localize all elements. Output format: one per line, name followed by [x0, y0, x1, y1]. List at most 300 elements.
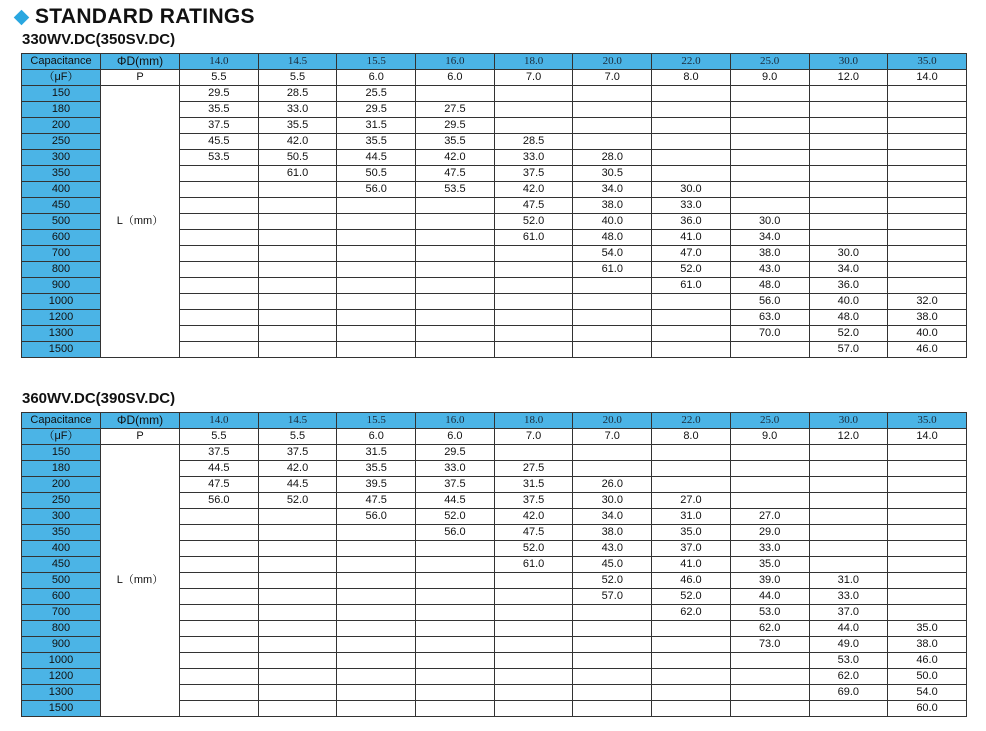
- capacitance-cell: 250: [22, 134, 101, 150]
- length-cell: [573, 102, 652, 118]
- length-cell: 50.5: [337, 166, 416, 182]
- length-cell: 41.0: [652, 230, 731, 246]
- pitch-cell: 6.0: [337, 429, 416, 445]
- length-cell: [652, 701, 731, 717]
- length-cell: [494, 310, 573, 326]
- diameter-cell: 15.5: [337, 54, 416, 70]
- pitch-row: [22, 429, 967, 445]
- diameter-cell: 16.0: [416, 413, 495, 429]
- length-cell: [809, 493, 888, 509]
- length-cell: [809, 701, 888, 717]
- length-cell: [652, 477, 731, 493]
- length-cell: [494, 653, 573, 669]
- length-cell: 35.5: [337, 134, 416, 150]
- length-cell: 33.0: [730, 541, 809, 557]
- length-cell: [730, 134, 809, 150]
- length-cell: 35.5: [258, 118, 337, 134]
- length-cell: 47.5: [416, 166, 495, 182]
- length-cell: [337, 557, 416, 573]
- length-cell: 69.0: [809, 685, 888, 701]
- diameter-cell: 18.0: [494, 413, 573, 429]
- length-cell: [180, 214, 259, 230]
- pitch-label: P: [101, 429, 180, 445]
- length-cell: 62.0: [809, 669, 888, 685]
- length-cell: [888, 445, 967, 461]
- diameter-cell: 16.0: [416, 54, 495, 70]
- length-cell: 56.0: [180, 493, 259, 509]
- length-cell: 33.0: [809, 589, 888, 605]
- length-cell: [416, 589, 495, 605]
- length-cell: 38.0: [573, 525, 652, 541]
- capacitance-cell: 350: [22, 525, 101, 541]
- length-cell: [809, 150, 888, 166]
- length-cell: [258, 701, 337, 717]
- diameter-header-row: [22, 413, 967, 429]
- length-cell: 38.0: [730, 246, 809, 262]
- capacitance-cell: 180: [22, 102, 101, 118]
- diameter-cell: 25.0: [730, 413, 809, 429]
- length-cell: [180, 262, 259, 278]
- length-cell: 44.0: [730, 589, 809, 605]
- length-cell: 34.0: [730, 230, 809, 246]
- length-cell: [180, 230, 259, 246]
- length-cell: [809, 509, 888, 525]
- length-cell: 56.0: [416, 525, 495, 541]
- length-cell: 50.0: [888, 669, 967, 685]
- length-cell: [337, 230, 416, 246]
- length-cell: [258, 605, 337, 621]
- length-cell: [180, 653, 259, 669]
- length-cell: [573, 461, 652, 477]
- diameter-cell: 22.0: [652, 413, 731, 429]
- length-cell: [809, 445, 888, 461]
- length-cell: 57.0: [573, 589, 652, 605]
- length-cell: 46.0: [888, 342, 967, 358]
- length-cell: [494, 573, 573, 589]
- pitch-label: P: [101, 70, 180, 86]
- length-cell: [180, 166, 259, 182]
- length-cell: 35.5: [337, 461, 416, 477]
- length-cell: 37.5: [180, 445, 259, 461]
- length-cell: [258, 246, 337, 262]
- length-cell: 30.5: [573, 166, 652, 182]
- capacitance-cell: 300: [22, 150, 101, 166]
- length-cell: [494, 326, 573, 342]
- length-cell: 33.0: [416, 461, 495, 477]
- capacitance-cell: 200: [22, 118, 101, 134]
- length-cell: 61.0: [258, 166, 337, 182]
- capacitance-header: Capacitance: [22, 54, 101, 70]
- diameter-label: ΦD(mm): [101, 413, 180, 429]
- length-cell: [809, 102, 888, 118]
- length-cell: [180, 701, 259, 717]
- length-cell: [494, 685, 573, 701]
- length-label: L（mm）: [101, 86, 180, 358]
- length-cell: 30.0: [730, 214, 809, 230]
- length-cell: [337, 525, 416, 541]
- length-cell: [337, 342, 416, 358]
- table-row: [22, 445, 967, 461]
- length-cell: [652, 102, 731, 118]
- diameter-cell: 30.0: [809, 54, 888, 70]
- length-cell: 42.0: [494, 509, 573, 525]
- length-cell: [652, 342, 731, 358]
- length-cell: [180, 557, 259, 573]
- diameter-cell: 25.0: [730, 54, 809, 70]
- length-cell: [416, 246, 495, 262]
- length-cell: 61.0: [573, 262, 652, 278]
- length-cell: [337, 541, 416, 557]
- capacitance-unit: （μF）: [22, 70, 101, 86]
- capacitance-cell: 200: [22, 477, 101, 493]
- length-cell: [652, 134, 731, 150]
- length-cell: [337, 246, 416, 262]
- length-cell: [730, 86, 809, 102]
- length-cell: 44.5: [337, 150, 416, 166]
- length-cell: 27.0: [652, 493, 731, 509]
- diameter-cell: 20.0: [573, 413, 652, 429]
- length-cell: [337, 310, 416, 326]
- length-cell: 33.0: [652, 198, 731, 214]
- length-cell: [416, 262, 495, 278]
- length-cell: 52.0: [652, 262, 731, 278]
- length-cell: 39.0: [730, 573, 809, 589]
- length-cell: [652, 86, 731, 102]
- capacitance-cell: 1000: [22, 653, 101, 669]
- length-cell: [809, 525, 888, 541]
- pitch-cell: 12.0: [809, 429, 888, 445]
- length-cell: [573, 310, 652, 326]
- length-cell: [180, 326, 259, 342]
- length-cell: 28.0: [573, 150, 652, 166]
- capacitance-cell: 800: [22, 262, 101, 278]
- diameter-cell: 35.0: [888, 54, 967, 70]
- length-cell: [573, 637, 652, 653]
- length-cell: [888, 198, 967, 214]
- length-cell: [337, 685, 416, 701]
- length-cell: 34.0: [809, 262, 888, 278]
- capacitance-cell: 900: [22, 637, 101, 653]
- length-cell: [573, 134, 652, 150]
- length-cell: [809, 541, 888, 557]
- length-cell: 35.0: [888, 621, 967, 637]
- capacitance-cell: 700: [22, 605, 101, 621]
- pitch-cell: 8.0: [652, 429, 731, 445]
- length-cell: [888, 477, 967, 493]
- length-cell: [809, 182, 888, 198]
- length-cell: [258, 525, 337, 541]
- capacitance-cell: 800: [22, 621, 101, 637]
- length-cell: 41.0: [652, 557, 731, 573]
- length-cell: [573, 701, 652, 717]
- length-cell: 52.0: [652, 589, 731, 605]
- length-cell: [888, 461, 967, 477]
- capacitance-cell: 1500: [22, 701, 101, 717]
- diameter-cell: 30.0: [809, 413, 888, 429]
- length-cell: 31.0: [652, 509, 731, 525]
- length-cell: [809, 557, 888, 573]
- ratings-table-330wv: [21, 53, 967, 358]
- length-cell: [652, 310, 731, 326]
- diameter-cell: 14.5: [258, 413, 337, 429]
- length-cell: [888, 246, 967, 262]
- capacitance-cell: 1300: [22, 685, 101, 701]
- length-cell: 63.0: [730, 310, 809, 326]
- length-cell: [652, 669, 731, 685]
- length-cell: [573, 326, 652, 342]
- length-cell: 54.0: [573, 246, 652, 262]
- length-cell: 53.0: [809, 653, 888, 669]
- length-cell: [180, 182, 259, 198]
- pitch-cell: 14.0: [888, 70, 967, 86]
- length-cell: [180, 541, 259, 557]
- pitch-cell: 14.0: [888, 429, 967, 445]
- section-title-360wv: 360WV.DC(390SV.DC): [22, 390, 176, 407]
- capacitance-cell: 250: [22, 493, 101, 509]
- length-cell: 29.0: [730, 525, 809, 541]
- length-cell: [180, 246, 259, 262]
- length-cell: 52.0: [809, 326, 888, 342]
- length-cell: [652, 621, 731, 637]
- capacitance-cell: 180: [22, 461, 101, 477]
- length-cell: 44.0: [809, 621, 888, 637]
- length-cell: [258, 653, 337, 669]
- length-cell: [337, 198, 416, 214]
- length-cell: [652, 150, 731, 166]
- length-cell: [494, 589, 573, 605]
- length-cell: 50.5: [258, 150, 337, 166]
- length-cell: 52.0: [258, 493, 337, 509]
- length-cell: [888, 605, 967, 621]
- length-cell: [494, 342, 573, 358]
- length-cell: 33.0: [494, 150, 573, 166]
- length-cell: [180, 310, 259, 326]
- length-cell: [494, 605, 573, 621]
- length-cell: 56.0: [730, 294, 809, 310]
- pitch-cell: 5.5: [258, 70, 337, 86]
- length-cell: [337, 326, 416, 342]
- length-cell: [809, 477, 888, 493]
- length-cell: 52.0: [416, 509, 495, 525]
- length-cell: [888, 557, 967, 573]
- table-row: [22, 86, 967, 102]
- length-cell: [494, 246, 573, 262]
- pitch-cell: 9.0: [730, 70, 809, 86]
- length-cell: [730, 701, 809, 717]
- length-cell: [573, 605, 652, 621]
- length-cell: 37.5: [180, 118, 259, 134]
- length-cell: 40.0: [809, 294, 888, 310]
- length-cell: 53.5: [416, 182, 495, 198]
- capacitance-cell: 400: [22, 182, 101, 198]
- diameter-cell: 22.0: [652, 54, 731, 70]
- length-cell: 53.5: [180, 150, 259, 166]
- length-cell: [652, 637, 731, 653]
- length-cell: 42.0: [416, 150, 495, 166]
- length-cell: [573, 653, 652, 669]
- length-cell: [416, 310, 495, 326]
- length-cell: [730, 669, 809, 685]
- length-cell: [888, 230, 967, 246]
- length-cell: 52.0: [494, 541, 573, 557]
- length-cell: [180, 637, 259, 653]
- length-cell: [494, 669, 573, 685]
- length-cell: [494, 294, 573, 310]
- page-title: STANDARD RATINGS: [35, 5, 255, 28]
- length-cell: 70.0: [730, 326, 809, 342]
- length-cell: [730, 118, 809, 134]
- length-cell: [258, 509, 337, 525]
- length-cell: [337, 621, 416, 637]
- length-cell: 54.0: [888, 685, 967, 701]
- length-cell: [573, 342, 652, 358]
- length-cell: [337, 669, 416, 685]
- length-cell: [730, 150, 809, 166]
- capacitance-cell: 900: [22, 278, 101, 294]
- length-cell: [494, 118, 573, 134]
- length-cell: 42.0: [258, 134, 337, 150]
- length-cell: [416, 573, 495, 589]
- length-cell: 27.5: [416, 102, 495, 118]
- length-cell: [888, 86, 967, 102]
- capacitance-cell: 1300: [22, 326, 101, 342]
- length-cell: 42.0: [494, 182, 573, 198]
- length-cell: [888, 166, 967, 182]
- length-cell: [573, 294, 652, 310]
- length-cell: [258, 573, 337, 589]
- length-cell: 32.0: [888, 294, 967, 310]
- length-cell: 35.5: [180, 102, 259, 118]
- length-cell: [258, 326, 337, 342]
- length-cell: 35.0: [652, 525, 731, 541]
- length-cell: 33.0: [258, 102, 337, 118]
- length-cell: [809, 461, 888, 477]
- capacitance-cell: 1500: [22, 342, 101, 358]
- length-cell: 47.5: [494, 198, 573, 214]
- length-cell: [652, 326, 731, 342]
- length-cell: 38.0: [573, 198, 652, 214]
- length-cell: [180, 621, 259, 637]
- length-cell: 47.0: [652, 246, 731, 262]
- length-cell: 37.0: [652, 541, 731, 557]
- length-cell: [180, 573, 259, 589]
- length-cell: [809, 166, 888, 182]
- length-cell: 36.0: [652, 214, 731, 230]
- length-cell: 31.5: [494, 477, 573, 493]
- length-cell: 31.0: [809, 573, 888, 589]
- length-cell: [494, 262, 573, 278]
- length-cell: [494, 86, 573, 102]
- length-cell: [573, 685, 652, 701]
- length-cell: [888, 134, 967, 150]
- length-cell: [337, 214, 416, 230]
- length-cell: 46.0: [888, 653, 967, 669]
- length-cell: 44.5: [180, 461, 259, 477]
- capacitance-cell: 450: [22, 198, 101, 214]
- length-cell: [888, 118, 967, 134]
- length-cell: [809, 86, 888, 102]
- length-cell: 29.5: [337, 102, 416, 118]
- length-cell: 26.0: [573, 477, 652, 493]
- length-cell: [652, 445, 731, 461]
- length-cell: 35.5: [416, 134, 495, 150]
- length-cell: 61.0: [494, 230, 573, 246]
- length-cell: 47.5: [337, 493, 416, 509]
- length-cell: [416, 326, 495, 342]
- capacitance-cell: 150: [22, 445, 101, 461]
- length-cell: [337, 637, 416, 653]
- length-cell: [730, 102, 809, 118]
- length-cell: [180, 525, 259, 541]
- length-cell: [652, 294, 731, 310]
- length-cell: [652, 461, 731, 477]
- length-cell: 28.5: [494, 134, 573, 150]
- length-cell: 42.0: [258, 461, 337, 477]
- capacitance-cell: 1200: [22, 310, 101, 326]
- length-cell: 29.5: [416, 118, 495, 134]
- diamond-bullet-icon: [14, 9, 30, 25]
- length-cell: 43.0: [573, 541, 652, 557]
- length-cell: 47.5: [494, 525, 573, 541]
- length-cell: 52.0: [573, 573, 652, 589]
- length-cell: [730, 445, 809, 461]
- pitch-cell: 5.5: [180, 70, 259, 86]
- length-cell: [888, 573, 967, 589]
- capacitance-cell: 700: [22, 246, 101, 262]
- length-cell: 37.5: [416, 477, 495, 493]
- length-cell: [888, 278, 967, 294]
- length-cell: 40.0: [573, 214, 652, 230]
- length-cell: [337, 605, 416, 621]
- length-cell: [180, 685, 259, 701]
- capacitance-cell: 450: [22, 557, 101, 573]
- length-cell: [416, 294, 495, 310]
- length-cell: [416, 637, 495, 653]
- length-cell: [180, 509, 259, 525]
- length-cell: [416, 278, 495, 294]
- diameter-cell: 14.5: [258, 54, 337, 70]
- length-cell: [337, 294, 416, 310]
- length-cell: [809, 134, 888, 150]
- pitch-cell: 9.0: [730, 429, 809, 445]
- length-cell: 38.0: [888, 310, 967, 326]
- length-cell: [258, 541, 337, 557]
- length-cell: 27.0: [730, 509, 809, 525]
- length-cell: [730, 493, 809, 509]
- ratings-table-360wv: [21, 412, 967, 717]
- length-cell: [888, 493, 967, 509]
- pitch-cell: 7.0: [573, 429, 652, 445]
- length-cell: [809, 230, 888, 246]
- length-cell: [180, 589, 259, 605]
- length-cell: [730, 198, 809, 214]
- length-cell: [180, 669, 259, 685]
- length-cell: [258, 198, 337, 214]
- length-cell: [809, 214, 888, 230]
- length-cell: [416, 701, 495, 717]
- capacitance-cell: 500: [22, 573, 101, 589]
- length-cell: [494, 701, 573, 717]
- length-cell: 44.5: [416, 493, 495, 509]
- length-cell: 48.0: [573, 230, 652, 246]
- length-cell: [652, 166, 731, 182]
- length-cell: 25.5: [337, 86, 416, 102]
- diameter-cell: 20.0: [573, 54, 652, 70]
- length-cell: [258, 230, 337, 246]
- length-cell: [180, 605, 259, 621]
- length-cell: 46.0: [652, 573, 731, 589]
- length-cell: [809, 198, 888, 214]
